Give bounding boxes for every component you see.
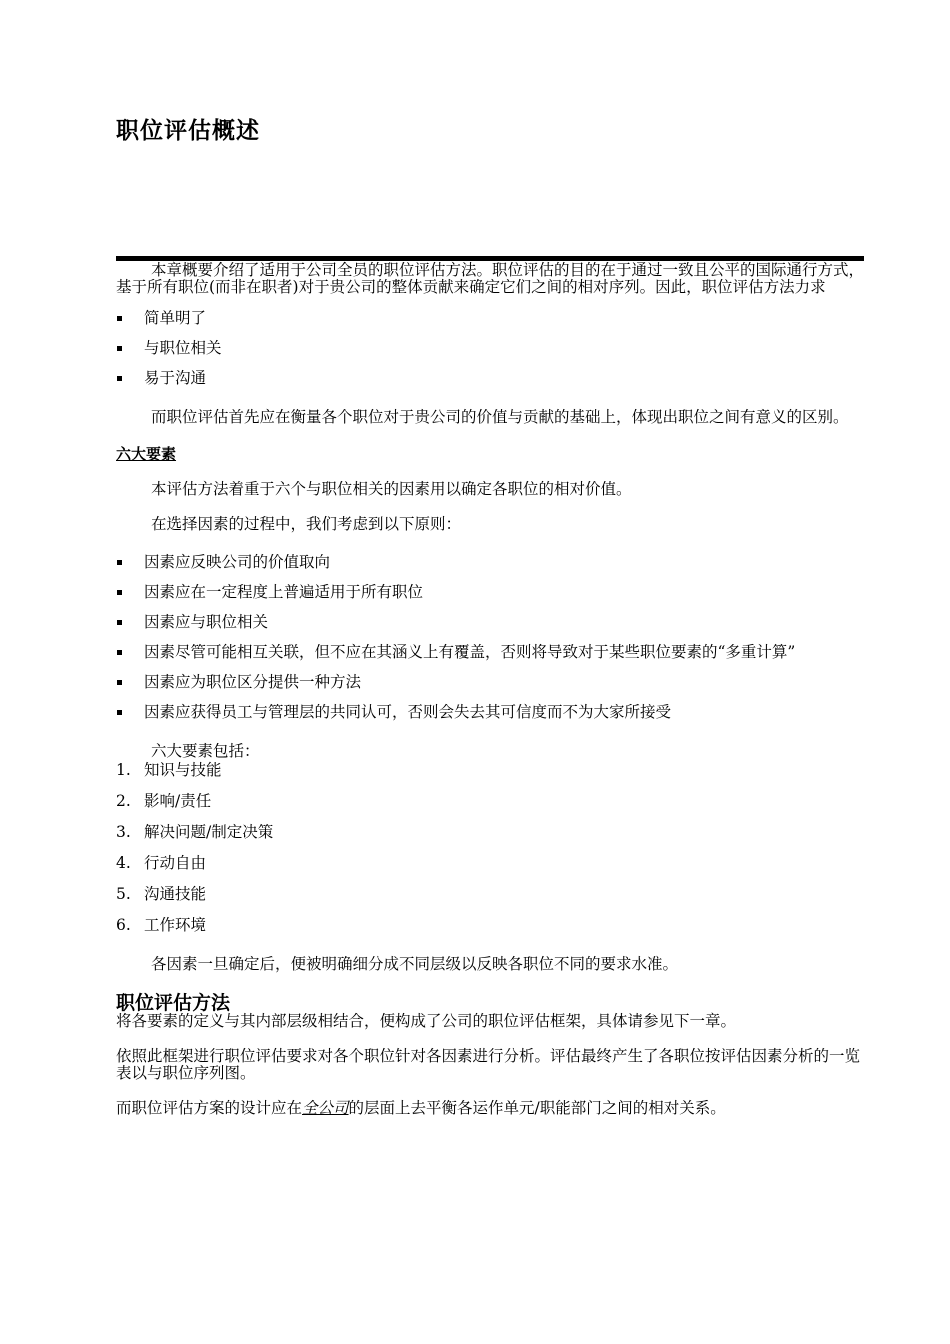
list-number: 4. — [116, 854, 131, 872]
list-item-text: 行动自由 — [144, 854, 207, 872]
method-paragraph-2: 依照此框架进行职位评估要求对各个职位针对各因素进行分析。评估最终产生了各职位按评估因素分析的一览表以与职位序列图。 — [116, 1047, 861, 1082]
list-item: 与职位相关 — [116, 340, 864, 357]
list-item: 因素尽管可能相互关联，但不应在其涵义上有覆盖，否则将导致对于某些职位要素的“多重计算” — [116, 644, 864, 661]
document-body — [116, 262, 864, 1117]
section-heading-six-factors: 六大要素 — [116, 445, 177, 463]
list-number: 6. — [116, 916, 131, 934]
method-paragraph-1: 将各要素的定义与其内部层级相结合，便构成了公司的职位评估框架，具体请参见下一章。 — [116, 1012, 737, 1030]
list-item — [116, 793, 864, 810]
list-item — [116, 855, 864, 872]
intro-bullet-list — [116, 310, 864, 387]
list-item: 因素应与职位相关 — [116, 614, 864, 631]
list-item: 易于沟通 — [116, 370, 864, 387]
six-factors-principles-intro: 在选择因素的过程中，我们考虑到以下原则： — [151, 515, 462, 533]
list-number: 1. — [116, 761, 131, 779]
page-title: 职位评估概述 — [116, 118, 260, 144]
intro-paragraph: 本章概要介绍了适用于公司全员的职位评估方法。职位评估的目的在于通过一致且公平的国际通行方式，基于所有职位(而非在职者)对于贵公司的整体贡献来确定它们之间的相对序列。因此，职位评估方法力求 — [116, 261, 865, 296]
six-factors-list — [116, 762, 864, 934]
list-item-text: 解决问题/制定决策 — [144, 823, 274, 841]
section-heading-method: 职位评估方法 — [116, 992, 231, 1014]
list-item: 因素应在一定程度上普遍适用于所有职位 — [116, 584, 864, 601]
six-factors-intro: 本评估方法着重于六个与职位相关的因素用以确定各职位的相对价值。 — [151, 480, 632, 498]
intro-paragraph-2: 而职位评估首先应在衡量各个职位对于贵公司的价值与贡献的基础上，体现出职位之间有意义的区别。 — [151, 408, 849, 426]
emphasis-company-wide: 全公司 — [302, 1099, 349, 1117]
list-item-text: 知识与技能 — [144, 761, 222, 779]
list-item-text: 沟通技能 — [144, 885, 207, 903]
list-item: 简单明了 — [116, 310, 864, 327]
six-factors-include-label: 六大要素包括： — [151, 742, 260, 760]
list-item — [116, 917, 864, 934]
list-item: 因素应为职位区分提供一种方法 — [116, 674, 864, 691]
list-item — [116, 886, 864, 903]
list-number: 3. — [116, 823, 131, 841]
list-item-text: 影响/责任 — [144, 792, 212, 810]
list-number: 5. — [116, 885, 131, 903]
list-item: 因素应获得员工与管理层的共同认可，否则会失去其可信度而不为大家所接受 — [116, 704, 864, 721]
list-item — [116, 824, 864, 841]
list-item — [116, 762, 864, 779]
list-item-text: 工作环境 — [144, 916, 207, 934]
six-factors-closing: 各因素一旦确定后，便被明确细分成不同层级以反映各职位不同的要求水准。 — [151, 955, 679, 973]
list-item: 因素应反映公司的价值取向 — [116, 554, 864, 571]
list-number: 2. — [116, 792, 131, 810]
method-paragraph-3-end: 的层面上去平衡各运作单元/职能部门之间的相对关系。 — [348, 1099, 726, 1117]
method-paragraph-3 — [116, 1100, 864, 1117]
principles-list — [116, 554, 864, 721]
method-paragraph-3-start: 而职位评估方案的设计应在 — [116, 1099, 303, 1117]
